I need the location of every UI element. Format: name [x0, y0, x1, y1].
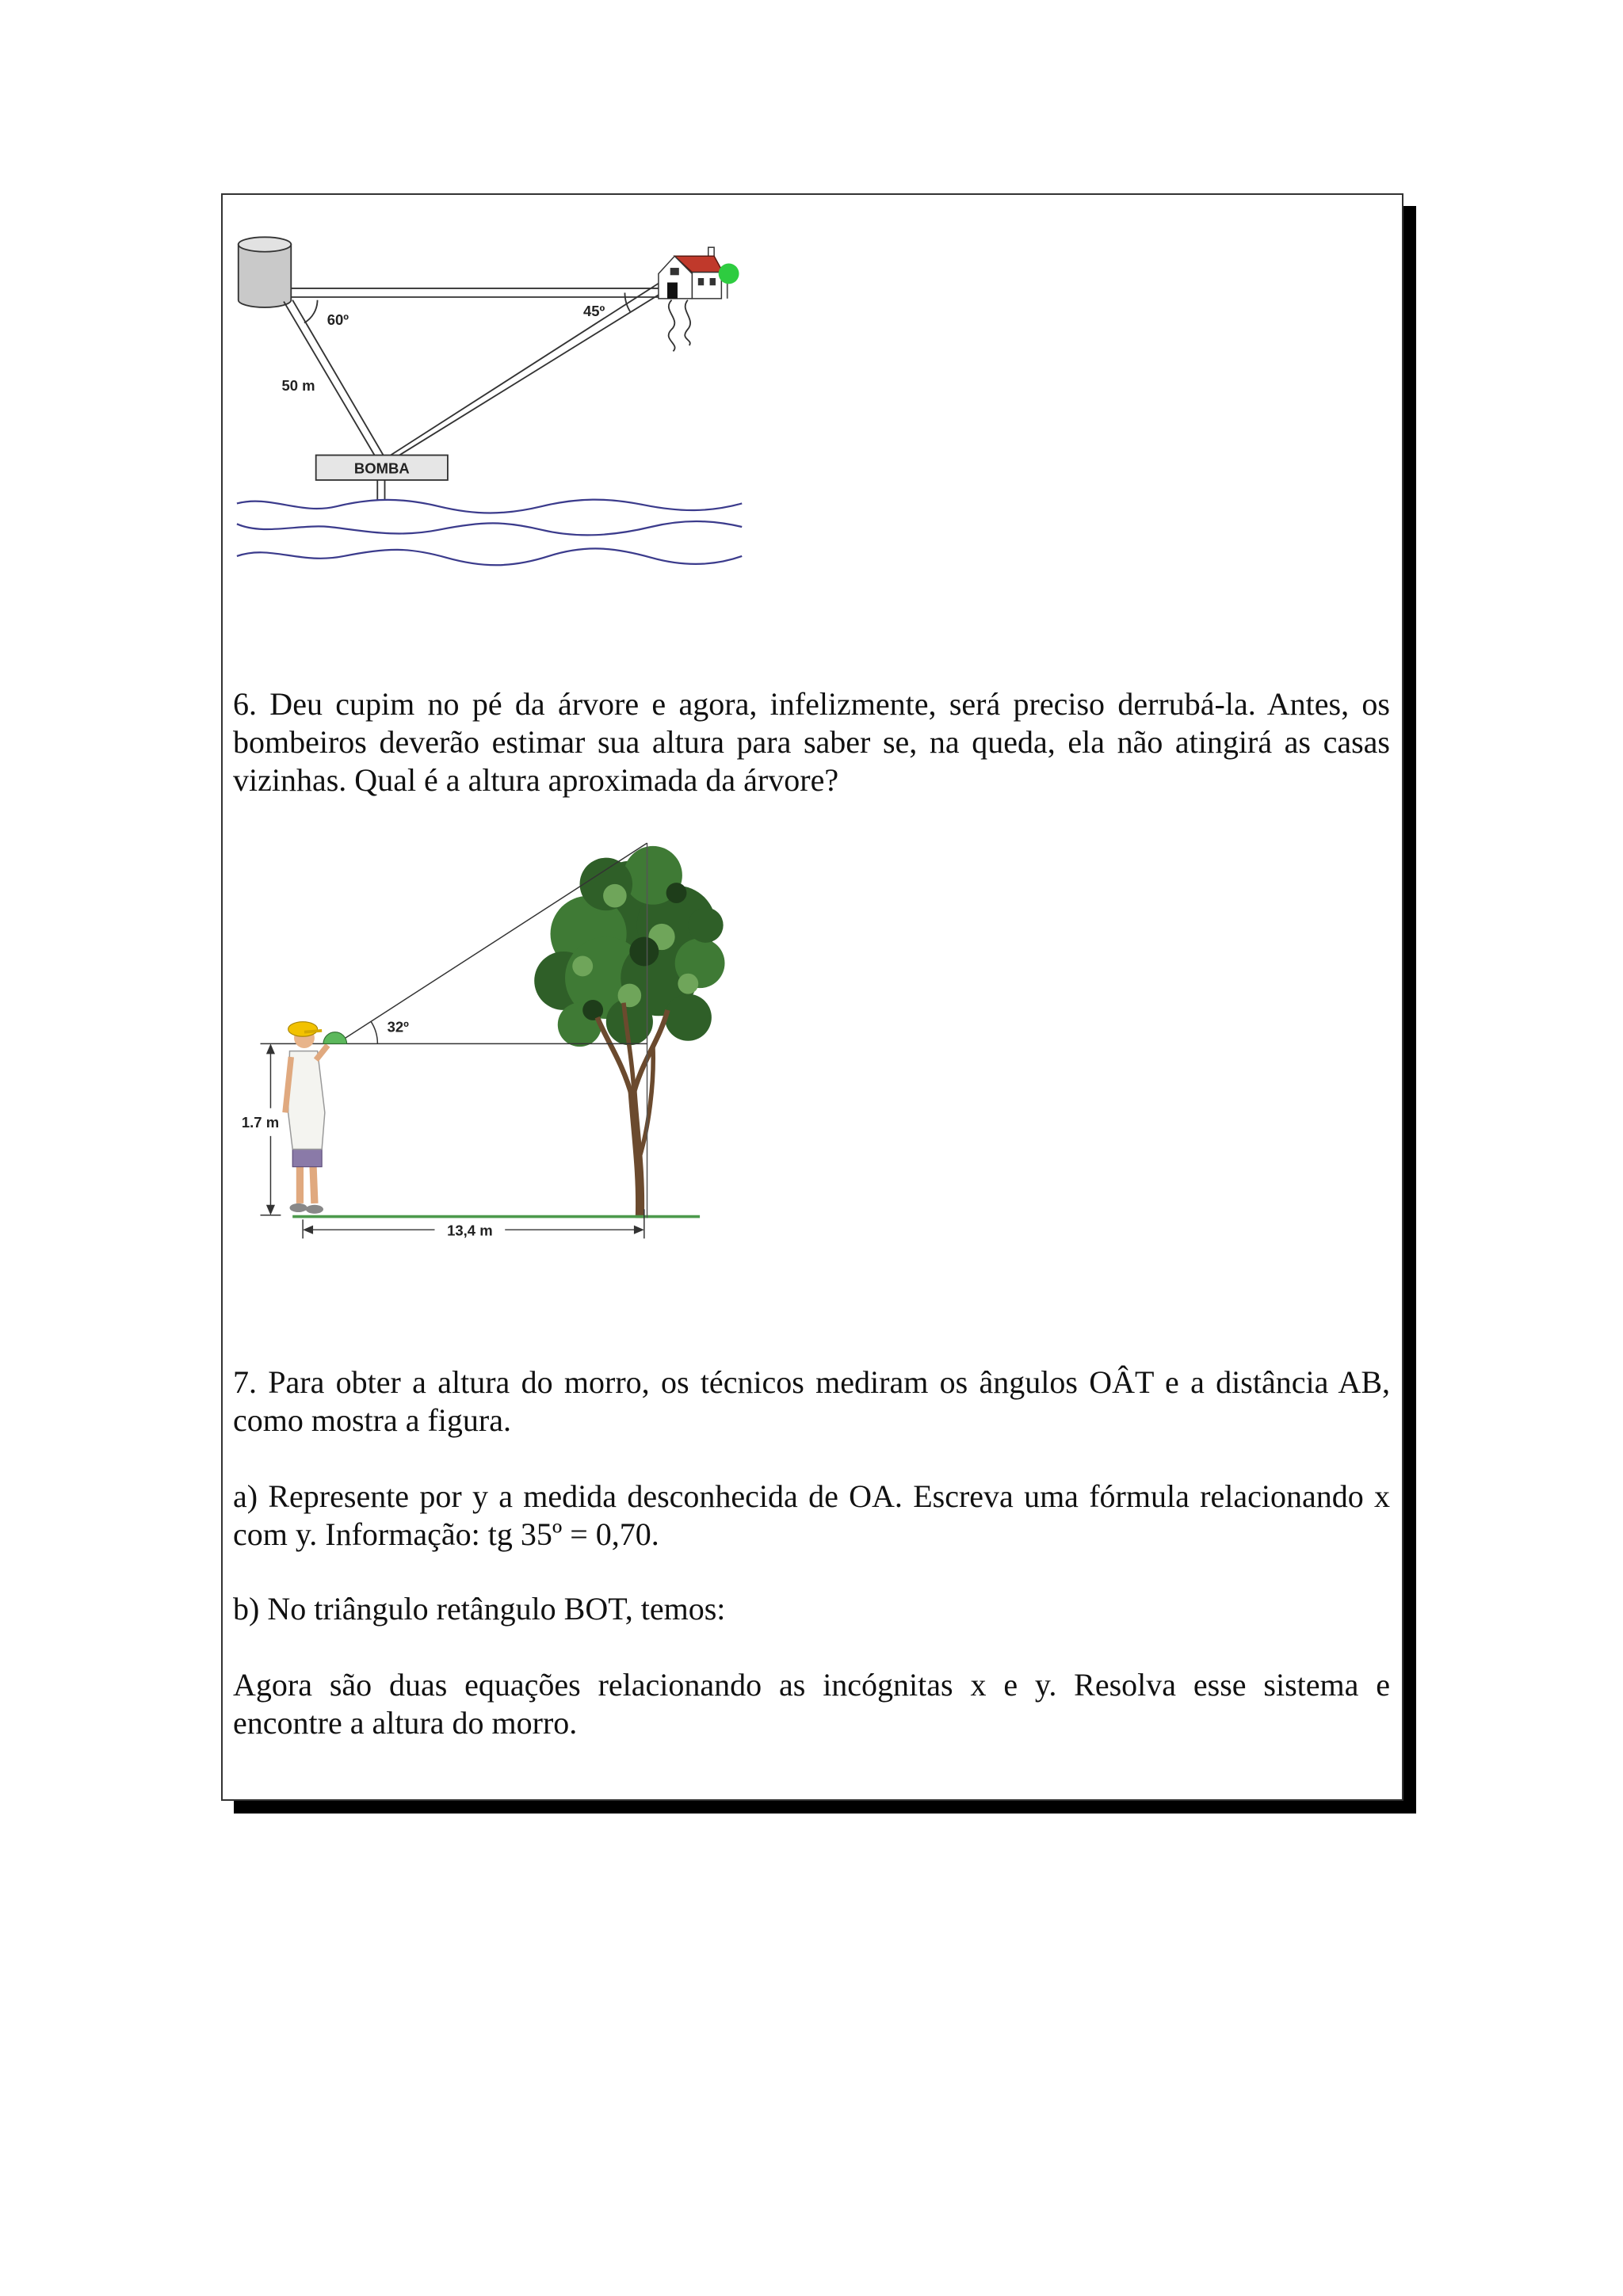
house-window — [710, 278, 716, 285]
water-tank-body — [239, 245, 292, 307]
pipe-pump-house — [391, 283, 660, 456]
house-squiggle — [685, 300, 690, 345]
angle-arc-tank — [304, 300, 318, 323]
person-shirt — [288, 1051, 325, 1150]
angle-label: 32º — [387, 1018, 409, 1035]
item-a-line: a) Represente por y a medida desconhecida de OA. Escreva uma fórmula relacionando x — [233, 1478, 1390, 1514]
conclusion-line: Agora são duas equações relacionando as incógnitas x e y. Resolva esse sistema e — [233, 1667, 1390, 1703]
distance-label: 13,4 m — [447, 1222, 493, 1239]
tree-canopy-highlight — [678, 974, 698, 994]
water-wave — [237, 500, 742, 513]
person-cap-brim — [304, 1031, 322, 1032]
tree-canopy-shadow — [666, 883, 687, 903]
tree-canopy-shadow — [582, 1000, 603, 1020]
arrowhead-down-icon — [266, 1205, 275, 1215]
question-6-text — [233, 685, 1390, 799]
tree-canopy-highlight — [618, 984, 642, 1008]
water-wave — [237, 521, 742, 535]
arrowhead-left-icon — [303, 1226, 313, 1234]
person-shoe — [306, 1205, 323, 1214]
pump-diagram — [227, 227, 754, 578]
item-a-line: com y. Informação: tg 35º = 0,70. — [233, 1516, 659, 1552]
question-6-line: bombeiros deverão estimar sua altura para saber se, na queda, ela não atingirá as casas — [233, 724, 1390, 760]
person-shoe — [289, 1203, 307, 1212]
question-7-text — [233, 1363, 1390, 1440]
water-wave — [237, 548, 742, 565]
angle-arc — [371, 1021, 377, 1043]
question-6-line: vizinhas. Qual é a altura aproximada da árvore? — [233, 762, 839, 798]
person-cap — [288, 1022, 318, 1036]
house-tree-crown — [719, 264, 739, 284]
eye-height-label: 1.7 m — [241, 1113, 280, 1131]
question-7-line: como mostra a figura. — [233, 1402, 511, 1438]
angle-house-label: 45º — [583, 303, 605, 320]
question-7-line: 7. Para obter a altura do morro, os técnicos mediram os ângulos OÂT e a distância AB, — [233, 1364, 1390, 1400]
house-side-wall — [692, 273, 721, 299]
conclusion-line: encontre a altura do morro. — [233, 1705, 578, 1741]
water-tank-top — [239, 237, 292, 251]
pipe-pump-house — [399, 292, 664, 456]
tree-canopy-cluster — [665, 994, 712, 1041]
tree-canopy-highlight — [603, 884, 627, 908]
arrowhead-up-icon — [266, 1043, 275, 1054]
house-squiggle — [669, 300, 675, 352]
tree-diagram — [227, 834, 739, 1252]
item-b-text — [233, 1590, 1390, 1628]
item-b-line: b) No triângulo retângulo BOT, temos: — [233, 1591, 726, 1627]
question-6-line: 6. Deu cupim no pé da árvore e agora, infelizmente, será preciso derrubá-la. Antes, os — [233, 686, 1390, 722]
conclusion-text — [233, 1666, 1390, 1742]
pump-label: BOMBA — [353, 460, 410, 477]
item-a-text — [233, 1478, 1390, 1554]
tree-canopy-shadow — [629, 936, 659, 966]
protractor-icon — [323, 1032, 347, 1044]
tree-canopy-highlight — [572, 956, 593, 977]
house-window — [670, 268, 679, 275]
arrowhead-right-icon — [634, 1226, 644, 1234]
pipe-length-label: 50 m — [281, 377, 315, 395]
house-door — [667, 283, 678, 299]
angle-tank-label: 60º — [327, 311, 349, 329]
house-window — [698, 278, 704, 285]
person-leg — [313, 1167, 315, 1203]
tree-canopy-cluster — [688, 908, 723, 943]
